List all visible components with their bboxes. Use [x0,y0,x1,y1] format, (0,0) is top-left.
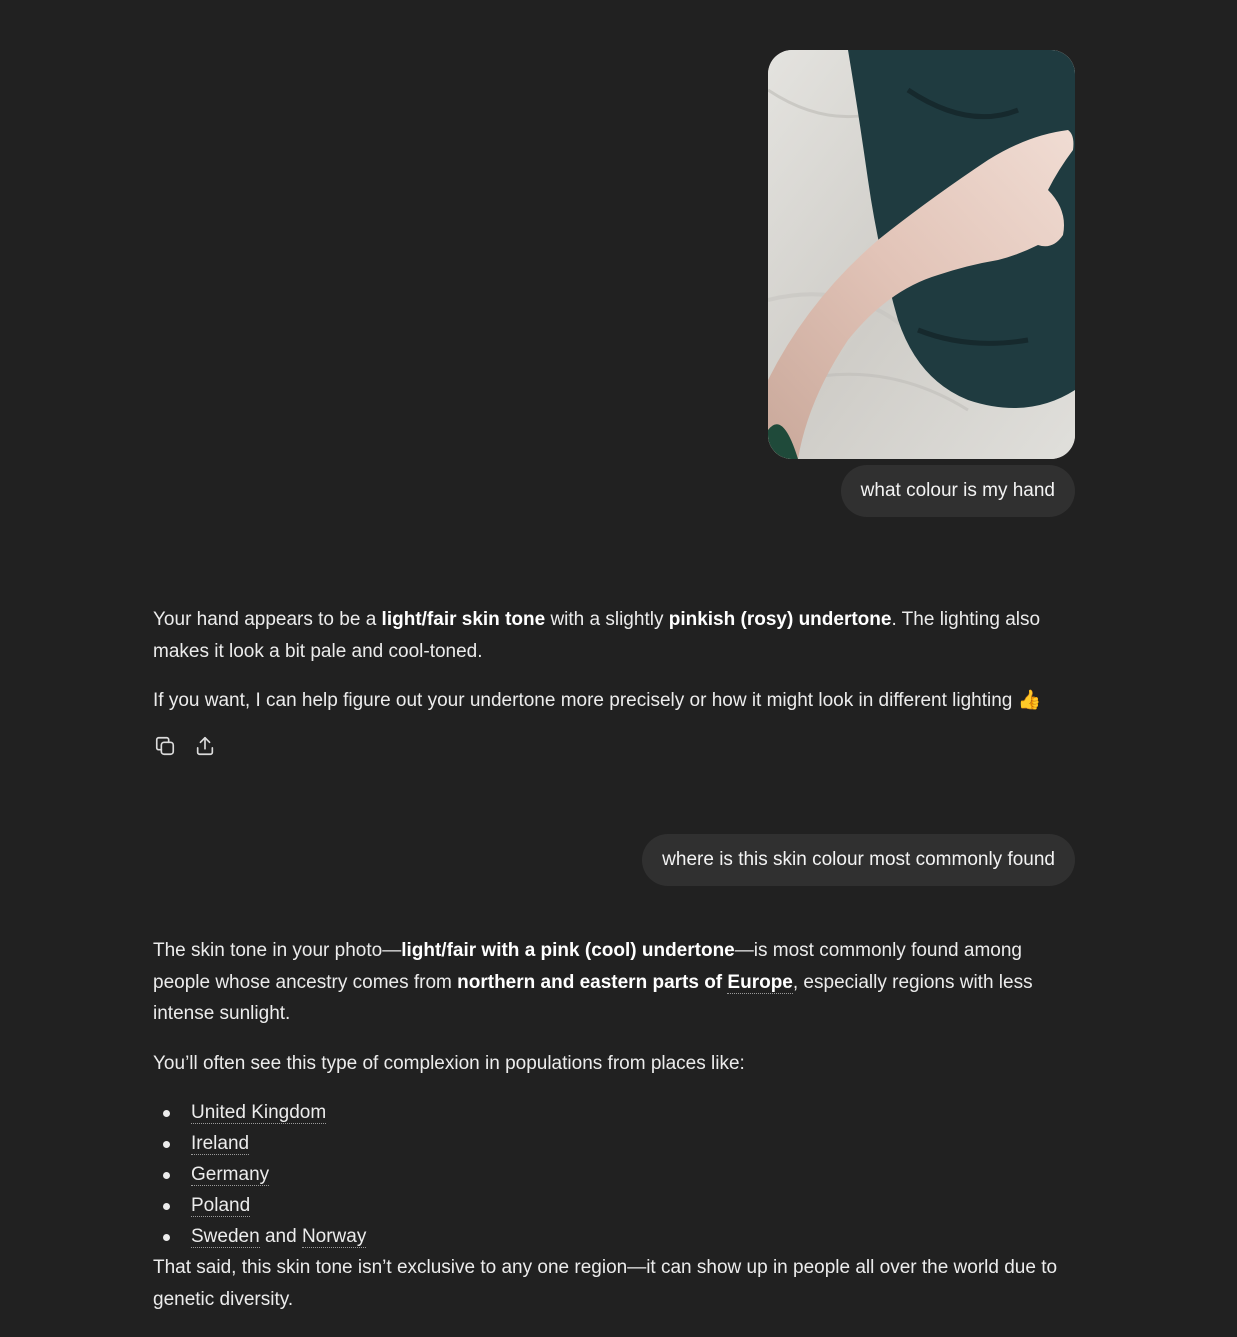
assistant-paragraph: You’ll often see this type of complexion in populations from places like: [153,1052,745,1074]
list-item [153,1097,1083,1128]
uploaded-hand-photo[interactable] [768,50,1075,459]
assistant-message [153,604,1083,717]
share-button[interactable] [193,734,217,758]
bold-text: light/fair skin tone [381,609,546,630]
text-span: northern and eastern parts of [457,971,728,993]
link-norway[interactable]: Norway [301,1226,367,1247]
text-span: with a slightly [545,609,669,630]
list-item [153,1221,1083,1252]
text-span: , especially regions with less intense sunlight. [153,971,1033,1024]
link-poland[interactable]: Poland [191,1195,251,1216]
country-list [153,1097,1083,1252]
assistant-paragraph [153,685,1083,717]
share-icon [194,735,216,757]
text-span: . The lighting also makes it look a bit pale and cool-toned. [153,609,1041,662]
copy-button[interactable] [153,734,177,758]
list-item [153,1190,1083,1221]
assistant-paragraph [153,604,1083,667]
link-sweden[interactable]: Sweden [191,1226,260,1247]
assistant-paragraph: That said, this skin tone isn’t exclusive to any one region—it can show up in people all over the world due to genetic diversity. [153,1257,1058,1310]
thumbs-up-icon: 👍 [1017,690,1042,711]
list-item [153,1128,1083,1159]
bold-text [457,972,793,994]
copy-icon [154,735,176,757]
bold-text: light/fair with a pink (cool) undertone [401,940,735,961]
text-span: If you want, I can help figure out your undertone more precisely or how it might look in different lighting [153,690,1018,711]
user-message-bubble [841,465,1075,517]
link-ireland[interactable]: Ireland [191,1133,250,1154]
message-actions [153,734,217,758]
text-span: Your hand appears to be a [153,609,382,630]
user-message-text: what colour is my hand [860,480,1055,501]
link-united-kingdom[interactable]: United Kingdom [191,1102,327,1123]
assistant-message [153,935,1083,1315]
hand-photo-illustration [768,50,1075,459]
text-span: The skin tone in your photo— [153,940,402,961]
link-germany[interactable]: Germany [191,1164,270,1185]
text-span: and [259,1226,302,1247]
text-span: —is most commonly found among people whose ancestry comes from [153,940,1022,993]
user-message-text: where is this skin colour most commonly found [662,849,1055,870]
list-item [153,1159,1083,1190]
bold-text: pinkish (rosy) undertone [668,609,892,630]
assistant-paragraph [153,935,1083,1030]
user-message-bubble [642,834,1075,886]
link-europe[interactable]: Europe [727,971,793,993]
